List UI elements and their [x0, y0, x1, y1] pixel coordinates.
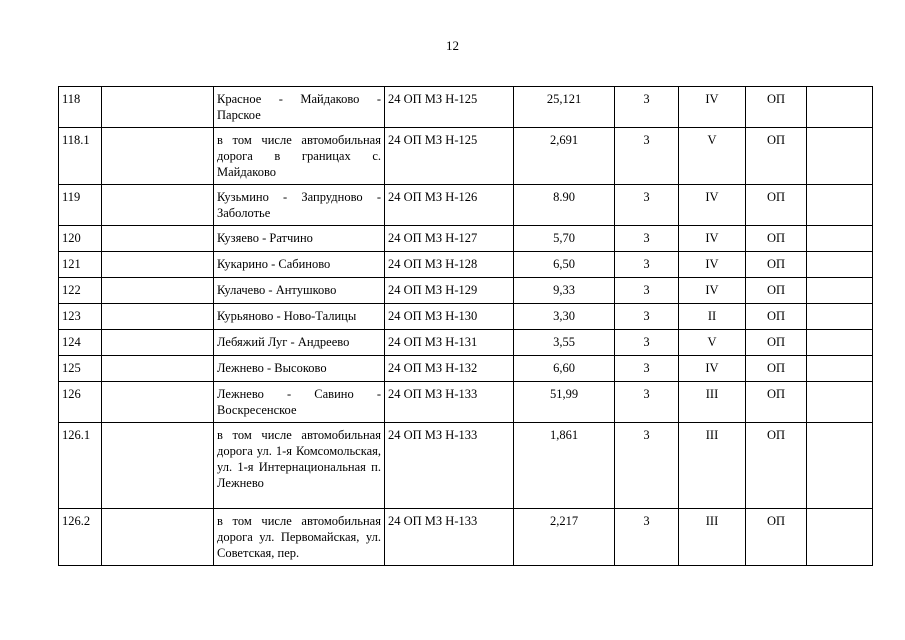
- empty-cell: [807, 304, 873, 330]
- road-code: 24 ОП МЗ Н-125: [385, 87, 514, 128]
- road-category: 3: [615, 252, 679, 278]
- empty-cell: [807, 87, 873, 128]
- empty-cell: [807, 278, 873, 304]
- road-name: Лежнево - Савино - Воскресенское: [214, 382, 385, 423]
- empty-cell: [807, 330, 873, 356]
- road-name: Кузяево - Ратчино: [214, 226, 385, 252]
- road-length: 3,30: [514, 304, 615, 330]
- road-use: ОП: [746, 252, 807, 278]
- row-number: 118: [59, 87, 102, 128]
- road-use: ОП: [746, 128, 807, 185]
- empty-cell: [807, 509, 873, 566]
- road-category: 3: [615, 226, 679, 252]
- empty-cell: [102, 509, 214, 566]
- road-length: 6,50: [514, 252, 615, 278]
- row-number: 126.1: [59, 423, 102, 509]
- road-length: 51,99: [514, 382, 615, 423]
- road-use: ОП: [746, 330, 807, 356]
- road-length: 5,70: [514, 226, 615, 252]
- table-row: [59, 423, 873, 509]
- road-category: 3: [615, 87, 679, 128]
- row-number: 122: [59, 278, 102, 304]
- road-name: Лежнево - Высоково: [214, 356, 385, 382]
- road-use: ОП: [746, 185, 807, 226]
- road-category: 3: [615, 382, 679, 423]
- road-use: ОП: [746, 423, 807, 509]
- road-length: 25,121: [514, 87, 615, 128]
- road-name: Лебяжий Луг - Андреево: [214, 330, 385, 356]
- road-category: 3: [615, 185, 679, 226]
- road-length: 8.90: [514, 185, 615, 226]
- road-code: 24 ОП МЗ Н-130: [385, 304, 514, 330]
- road-length: 3,55: [514, 330, 615, 356]
- empty-cell: [807, 252, 873, 278]
- road-name: в том числе автомобильная дорога ул. Первомайская, ул. Советская, пер.: [214, 509, 385, 566]
- road-length: 2,217: [514, 509, 615, 566]
- road-use: ОП: [746, 356, 807, 382]
- road-class: IV: [679, 252, 746, 278]
- table-row: [59, 382, 873, 423]
- road-class: IV: [679, 185, 746, 226]
- empty-cell: [807, 382, 873, 423]
- road-category: 3: [615, 278, 679, 304]
- table-row: [59, 185, 873, 226]
- road-name: Кузьмино - Запрудново - Заболотье: [214, 185, 385, 226]
- road-name: в том числе автомобильная дорога ул. 1-я Комсомольская, ул. 1-я Интернациональная п. Лежнево: [214, 423, 385, 509]
- road-code: 24 ОП МЗ Н-133: [385, 423, 514, 509]
- table-row: [59, 278, 873, 304]
- row-number: 118.1: [59, 128, 102, 185]
- row-number: 126.2: [59, 509, 102, 566]
- empty-cell: [102, 278, 214, 304]
- table-row: [59, 509, 873, 566]
- road-class: IV: [679, 226, 746, 252]
- road-code: 24 ОП МЗ Н-132: [385, 356, 514, 382]
- road-code: 24 ОП МЗ Н-128: [385, 252, 514, 278]
- row-number: 124: [59, 330, 102, 356]
- empty-cell: [102, 185, 214, 226]
- empty-cell: [102, 304, 214, 330]
- road-name: Кулачево - Антушково: [214, 278, 385, 304]
- road-name: Красное - Майдаково - Парское: [214, 87, 385, 128]
- road-use: ОП: [746, 87, 807, 128]
- road-category: 3: [615, 304, 679, 330]
- empty-cell: [102, 423, 214, 509]
- road-class: V: [679, 128, 746, 185]
- road-code: 24 ОП МЗ Н-131: [385, 330, 514, 356]
- empty-cell: [102, 330, 214, 356]
- table-row: [59, 226, 873, 252]
- road-use: ОП: [746, 226, 807, 252]
- road-code: 24 ОП МЗ Н-125: [385, 128, 514, 185]
- table-row: [59, 87, 873, 128]
- road-category: 3: [615, 509, 679, 566]
- table-row: [59, 128, 873, 185]
- road-class: V: [679, 330, 746, 356]
- empty-cell: [102, 87, 214, 128]
- road-category: 3: [615, 330, 679, 356]
- empty-cell: [102, 382, 214, 423]
- empty-cell: [807, 226, 873, 252]
- road-use: ОП: [746, 509, 807, 566]
- row-number: 120: [59, 226, 102, 252]
- empty-cell: [102, 128, 214, 185]
- road-class: III: [679, 423, 746, 509]
- road-name: в том числе автомобильная дорога в границах с. Майдаково: [214, 128, 385, 185]
- road-length: 6,60: [514, 356, 615, 382]
- road-code: 24 ОП МЗ Н-133: [385, 509, 514, 566]
- road-category: 3: [615, 423, 679, 509]
- table-row: [59, 330, 873, 356]
- row-number: 121: [59, 252, 102, 278]
- road-class: IV: [679, 278, 746, 304]
- empty-cell: [102, 252, 214, 278]
- empty-cell: [102, 356, 214, 382]
- road-name: Кукарино - Сабиново: [214, 252, 385, 278]
- page-number: 12: [446, 38, 459, 53]
- row-number: 126: [59, 382, 102, 423]
- empty-cell: [807, 185, 873, 226]
- road-class: III: [679, 509, 746, 566]
- road-name: Курьяново - Ново-Талицы: [214, 304, 385, 330]
- road-class: IV: [679, 87, 746, 128]
- road-use: ОП: [746, 382, 807, 423]
- empty-cell: [807, 423, 873, 509]
- road-category: 3: [615, 128, 679, 185]
- roads-table: [58, 86, 873, 566]
- empty-cell: [102, 226, 214, 252]
- road-code: 24 ОП МЗ Н-126: [385, 185, 514, 226]
- road-code: 24 ОП МЗ Н-129: [385, 278, 514, 304]
- empty-cell: [807, 356, 873, 382]
- road-length: 9,33: [514, 278, 615, 304]
- row-number: 125: [59, 356, 102, 382]
- road-code: 24 ОП МЗ Н-127: [385, 226, 514, 252]
- table-row: [59, 356, 873, 382]
- road-class: IV: [679, 356, 746, 382]
- road-code: 24 ОП МЗ Н-133: [385, 382, 514, 423]
- road-category: 3: [615, 356, 679, 382]
- road-use: ОП: [746, 304, 807, 330]
- table-row: [59, 252, 873, 278]
- row-number: 123: [59, 304, 102, 330]
- road-length: 2,691: [514, 128, 615, 185]
- road-class: III: [679, 382, 746, 423]
- road-use: ОП: [746, 278, 807, 304]
- table-row: [59, 304, 873, 330]
- road-length: 1,861: [514, 423, 615, 509]
- road-class: II: [679, 304, 746, 330]
- empty-cell: [807, 128, 873, 185]
- row-number: 119: [59, 185, 102, 226]
